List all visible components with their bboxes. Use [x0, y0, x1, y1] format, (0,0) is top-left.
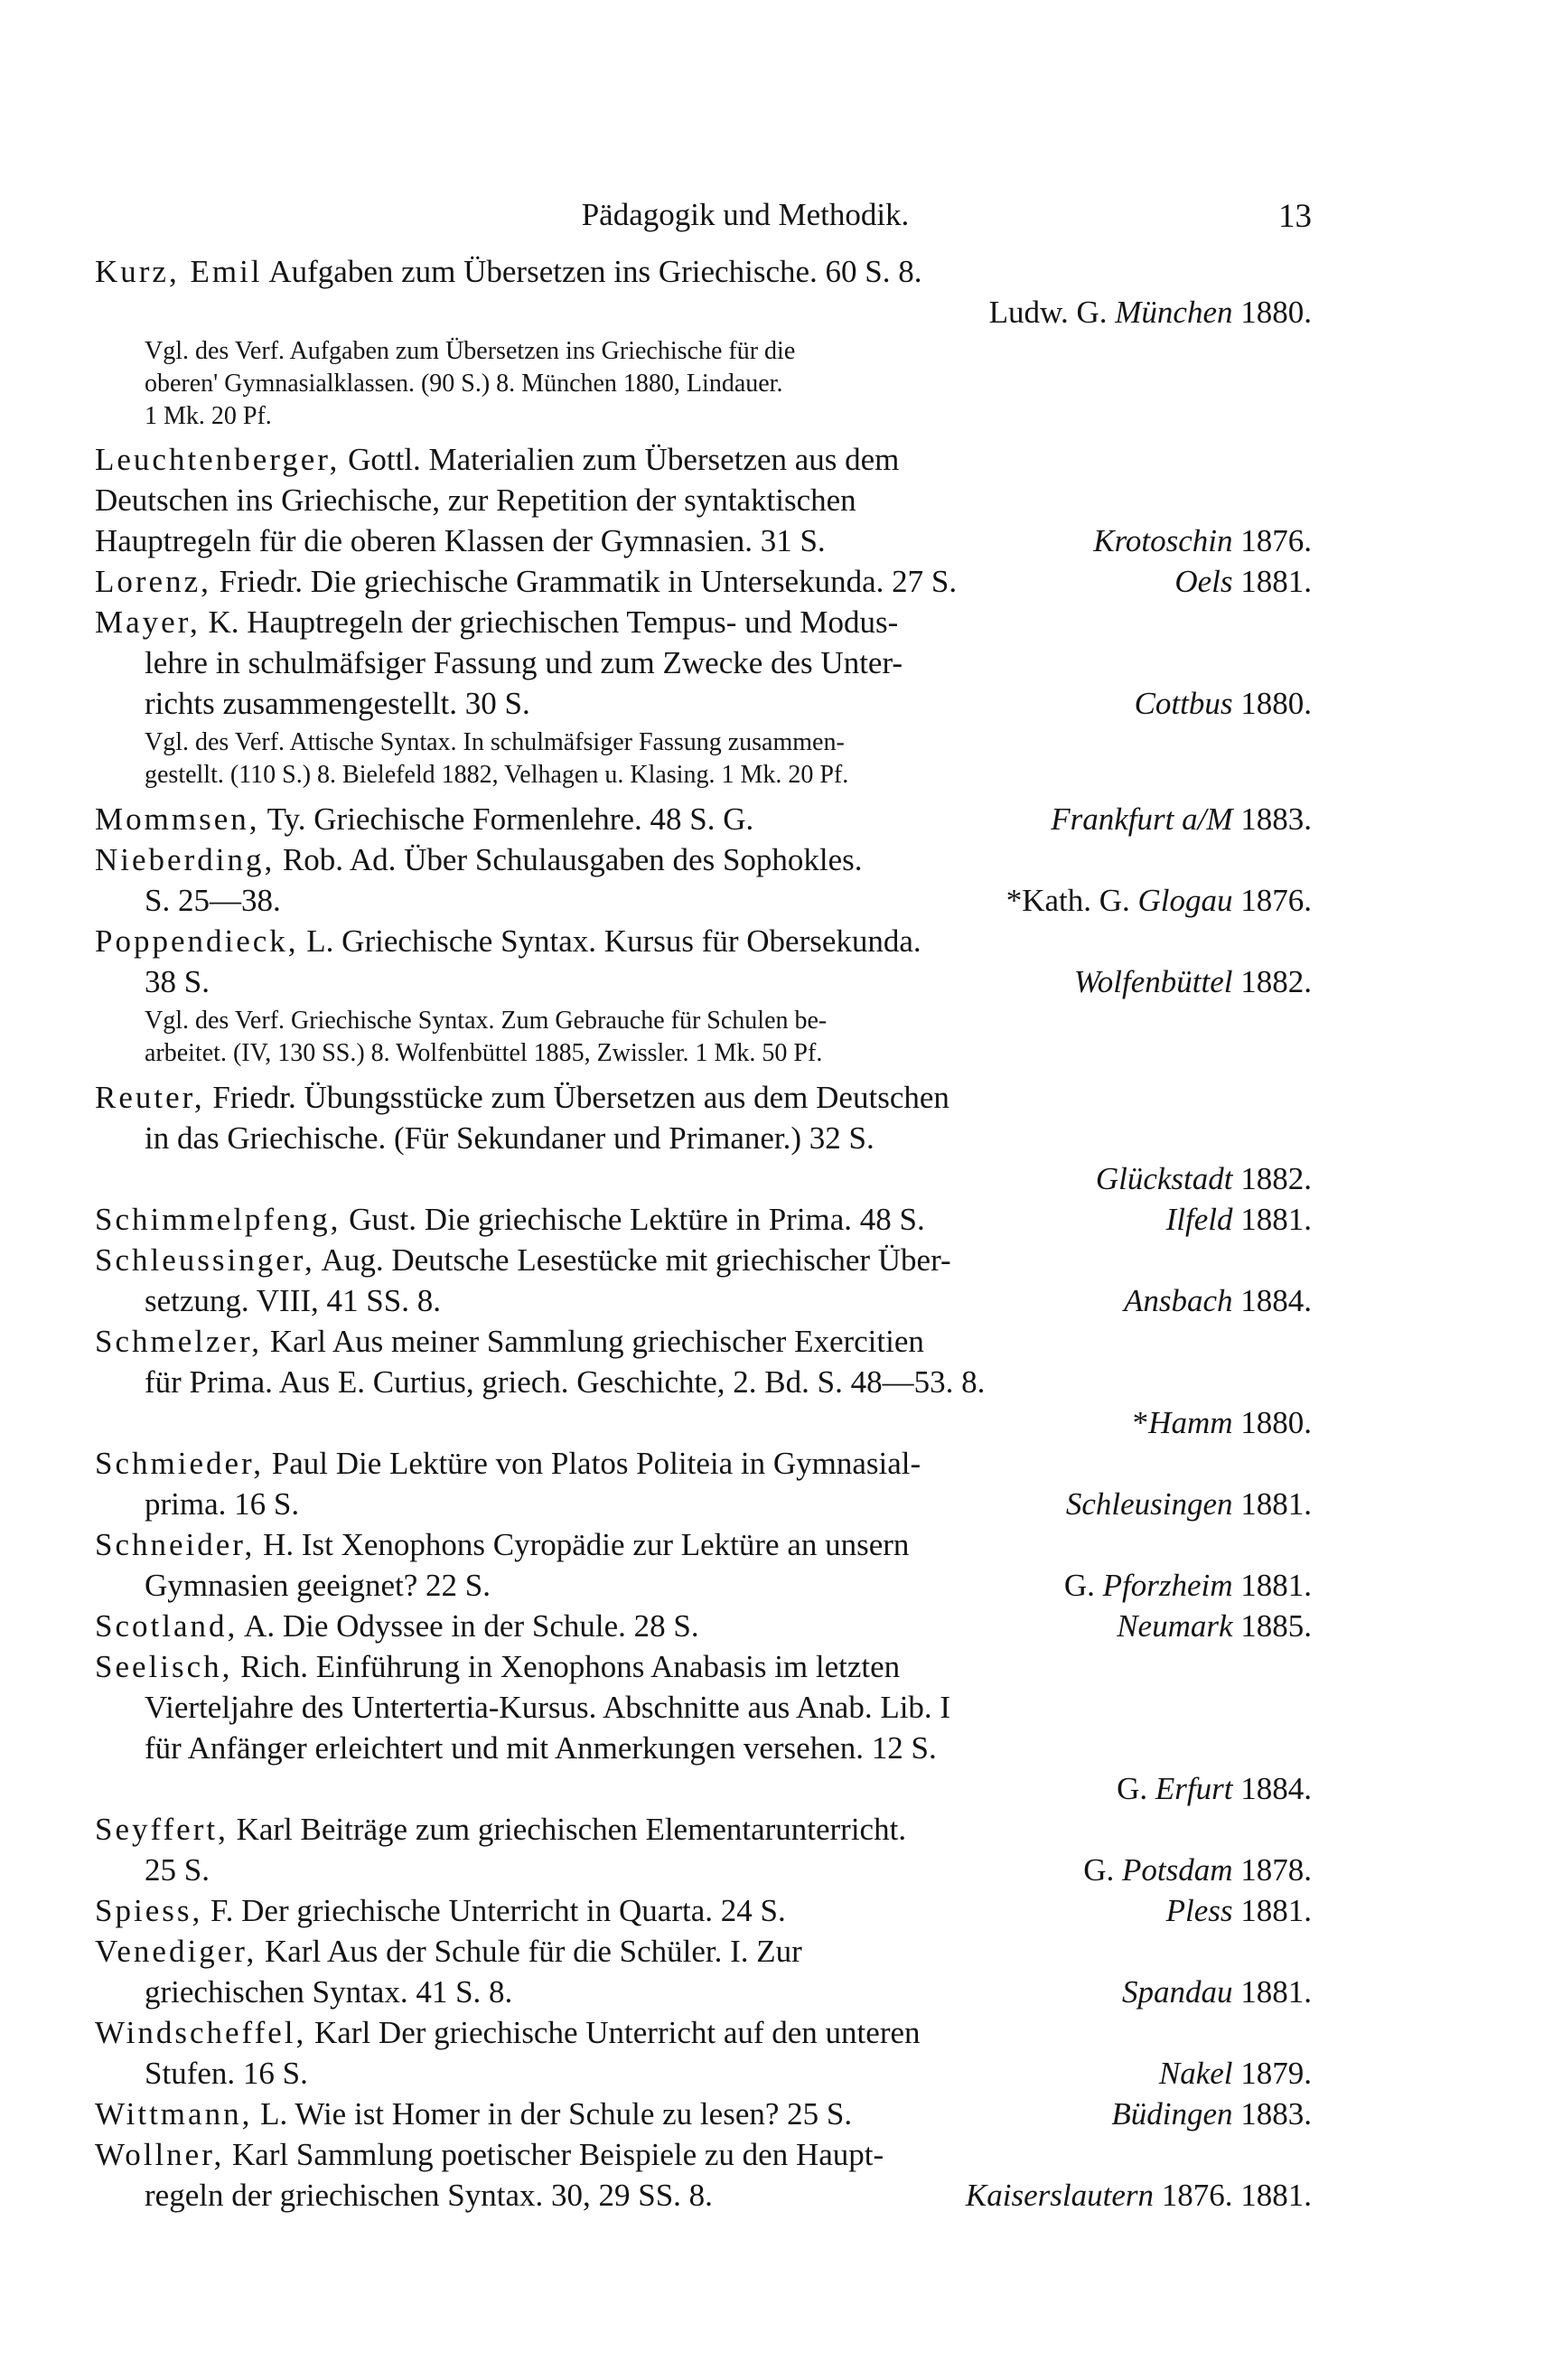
entry-text: G.: [1117, 1771, 1155, 1806]
entry-text: L. Griechische Syntax. Kursus für Obersekunda.: [298, 923, 921, 959]
year: 1884.: [1240, 1771, 1312, 1806]
year: 1880.: [1240, 686, 1312, 721]
year: 1883.: [1240, 2096, 1312, 2132]
entry-line: [95, 1524, 1312, 1565]
place-name: Oels: [1174, 564, 1233, 599]
entry-line: [95, 1199, 1312, 1240]
author-name: Poppendieck,: [95, 923, 299, 959]
entry-line: [95, 1077, 1312, 1118]
entry-text: Karl Der griechische Unterricht auf den unteren: [306, 2015, 921, 2050]
year: 1881.: [1240, 1974, 1312, 2010]
entry-line: [95, 439, 1312, 480]
entry-line: [95, 602, 1312, 642]
entry-text: Karl Sammlung poetischer Beispiele zu den Haupt-: [224, 2137, 884, 2172]
author-name: Schmelzer,: [95, 1324, 263, 1359]
entry-text: griechischen Syntax. 41 S. 8.: [145, 1974, 513, 2010]
entry-line: für Prima. Aus E. Curtius, griech. Geschichte, 2. Bd. S. 48—53. 8.: [145, 1364, 986, 1400]
author-name: Mayer,: [95, 604, 201, 640]
entry-text: Friedr. Die griechische Grammatik in Untersekunda. 27 S.: [210, 564, 958, 599]
entry-text: Gottl. Materialien zum Übersetzen aus dem: [340, 442, 900, 477]
entry-line: [145, 1972, 1312, 2012]
entry-text: *: [1132, 1405, 1149, 1440]
place-name: München: [1115, 295, 1233, 330]
place-name: Krotoschin: [1093, 523, 1233, 558]
entry-text: richts zusammengestellt. 30 S.: [145, 686, 530, 721]
entry-line: [95, 2134, 1312, 2175]
entry-text: F. Der griechische Unterricht in Quarta. 24 S.: [202, 1893, 786, 1928]
entry-line: [95, 1402, 1312, 1443]
entry-text: Karl Beiträge zum griechischen Elementarunterricht.: [228, 1812, 907, 1847]
place-name: Büdingen: [1111, 2096, 1233, 2132]
entry-text: Karl Aus meiner Sammlung griechischer Exercitien: [262, 1324, 924, 1359]
place-name: Glückstadt: [1095, 1161, 1233, 1196]
author-name: Nieberding,: [95, 842, 276, 877]
entry-line: Deutschen ins Griechische, zur Repetition der syntaktischen: [95, 483, 856, 518]
entry-text: K. Hauptregeln der griechischen Tempus- und Modus-: [200, 604, 899, 640]
note-line: Vgl. des Verf. Griechische Syntax. Zum Gebrauche für Schulen be-: [145, 1007, 828, 1035]
entry-text: L. Wie ist Homer in der Schule zu lesen? 25 S.: [252, 2096, 853, 2132]
author-name: Windscheffel,: [95, 2015, 307, 2050]
entry-line: [95, 292, 1312, 333]
author-name: Schleussinger,: [95, 1242, 315, 1278]
author-name: Seyffert,: [95, 1812, 229, 1847]
author-name: Seelisch,: [95, 1649, 233, 1684]
author-name: Lorenz,: [95, 564, 211, 599]
place-name: Pless: [1165, 1893, 1233, 1928]
place-name: Frankfurt a/M: [1051, 801, 1233, 837]
entry-line: [95, 1240, 1312, 1280]
place-name: Cottbus: [1134, 686, 1233, 721]
entry-text: S. 25—38.: [145, 883, 281, 918]
entry-line: [95, 2012, 1312, 2053]
entry-line: [145, 961, 1312, 1002]
entry-text: A. Die Odyssee in der Schule. 28 S.: [238, 1608, 699, 1644]
entry-line: lehre in schulmäfsiger Fassung und zum Zwecke des Unter-: [145, 645, 903, 680]
author-name: Mommsen,: [95, 801, 260, 837]
year: 1878.: [1240, 1852, 1312, 1888]
note-line: Vgl. des Verf. Attische Syntax. In schulmäfsiger Fassung zusammen-: [145, 728, 845, 756]
year: 1883.: [1240, 801, 1312, 837]
place-name: Nakel: [1158, 2056, 1233, 2091]
year: 1882.: [1240, 1161, 1312, 1196]
note-line: 1 Mk. 20 Pf.: [145, 402, 272, 430]
year: 1879.: [1240, 2056, 1312, 2091]
entry-line: Vierteljahre des Untertertia-Kursus. Abschnitte aus Anab. Lib. I: [145, 1690, 951, 1725]
note-line: Vgl. des Verf. Aufgaben zum Übersetzen ins Griechische für die: [145, 337, 796, 365]
entry-text: Hauptregeln für die oberen Klassen der Gymnasien. 31 S.: [95, 523, 826, 558]
author-name: Wollner,: [95, 2137, 225, 2172]
entry-text: G.: [1063, 1568, 1103, 1603]
place-name: Glogau: [1137, 883, 1233, 918]
entry-line: [95, 1443, 1312, 1484]
year: 1880.: [1240, 1405, 1312, 1440]
entry-text: Gust. Die griechische Lektüre in Prima. 48 S.: [341, 1202, 925, 1237]
year: 1876.: [1240, 523, 1312, 558]
entry-line: [95, 1646, 1312, 1687]
place-name: Wolfenbüttel: [1073, 964, 1233, 999]
author-name: Kurz, Emil: [95, 254, 263, 289]
entry-text: Karl Aus der Schule für die Schüler. I. Zur: [257, 1934, 802, 1969]
entry-text: Aufgaben zum Übersetzen ins Griechische. 60 S. 8.: [262, 254, 922, 289]
entry-line: [95, 520, 1312, 561]
entry-line: [145, 2175, 1312, 2216]
year: 1880.: [1240, 295, 1312, 330]
entry-text: Paul Die Lektüre von Platos Politeia in Gymnasial-: [264, 1446, 921, 1481]
entry-line: [95, 561, 1312, 602]
author-name: Wittmann,: [95, 2096, 253, 2132]
year: 1881.: [1240, 1893, 1312, 1928]
entry-text: Rich. Einführung in Xenophons Anabasis im letzten: [232, 1649, 901, 1684]
entry-line: [145, 1565, 1312, 1606]
author-name: Schmieder,: [95, 1446, 265, 1481]
author-name: Reuter,: [95, 1080, 205, 1115]
author-name: Spiess,: [95, 1893, 203, 1928]
entry-line: für Anfänger erleichtert und mit Anmerkungen versehen. 12 S.: [145, 1730, 937, 1766]
author-name: Scotland,: [95, 1608, 239, 1644]
entry-line: [145, 1280, 1312, 1321]
entry-line: [145, 683, 1312, 724]
entry-line: [95, 1768, 1312, 1809]
entry-line: [95, 1931, 1312, 1972]
author-name: Leuchtenberger,: [95, 442, 341, 477]
entry-line: [95, 1158, 1312, 1199]
entry-text: Gymnasien geeignet? 22 S.: [145, 1568, 491, 1603]
year: 1876.: [1240, 883, 1312, 918]
entry-text: *Kath. G.: [1005, 883, 1138, 918]
page-number: 13: [1278, 198, 1312, 235]
entry-text: setzung. VIII, 41 SS. 8.: [145, 1283, 441, 1318]
year: 1876. 1881.: [1161, 2178, 1312, 2213]
page-header-title: Pädagogik und Methodik.: [581, 197, 910, 232]
place-name: Hamm: [1148, 1405, 1233, 1440]
place-name: Erfurt: [1155, 1771, 1233, 1806]
entry-text: prima. 16 S.: [145, 1486, 300, 1522]
author-name: Schneider,: [95, 1527, 256, 1562]
entry-line: [145, 1850, 1312, 1890]
entry-line: [145, 880, 1312, 921]
place-name: Schleusingen: [1065, 1486, 1233, 1522]
entry-line: in das Griechische. (Für Sekundaner und Primaner.) 32 S.: [145, 1120, 875, 1156]
entry-line: [95, 1809, 1312, 1850]
author-name: Schimmelpfeng,: [95, 1202, 341, 1237]
year: 1881.: [1240, 1486, 1312, 1522]
note-line: gestellt. (110 S.) 8. Bielefeld 1882, Velhagen u. Klasing. 1 Mk. 20 Pf.: [145, 761, 849, 789]
entry-text: Stufen. 16 S.: [145, 2056, 308, 2091]
place-name: Ilfeld: [1165, 1202, 1233, 1237]
note-line: arbeitet. (IV, 130 SS.) 8. Wolfenbüttel 1885, Zwissler. 1 Mk. 50 Pf.: [145, 1039, 823, 1067]
entry-text: 38 S.: [145, 964, 210, 999]
entry-text: G.: [1083, 1852, 1122, 1888]
entry-line: [95, 921, 1312, 961]
place-name: Potsdam: [1122, 1852, 1233, 1888]
author-name: Venediger,: [95, 1934, 257, 1969]
entry-line: [145, 1484, 1312, 1524]
entry-line: [95, 839, 1312, 880]
note-line: oberen' Gymnasialklassen. (90 S.) 8. München 1880, Lindauer.: [145, 370, 783, 398]
place-name: Spandau: [1122, 1974, 1233, 2010]
entry-text: Friedr. Übungsstücke zum Übersetzen aus dem Deutschen: [204, 1080, 949, 1115]
entry-line: [95, 251, 1312, 292]
place-name: Neumark: [1117, 1608, 1233, 1644]
entry-text: Aug. Deutsche Lesestücke mit griechischer Über-: [314, 1242, 951, 1278]
entry-text: regeln der griechischen Syntax. 30, 29 SS. 8.: [145, 2178, 713, 2213]
entry-line: [95, 799, 1312, 839]
entry-line: [95, 1890, 1312, 1931]
year: 1884.: [1240, 1283, 1312, 1318]
year: 1882.: [1240, 964, 1312, 999]
entry-text: Rob. Ad. Über Schulausgaben des Sophokles.: [275, 842, 863, 877]
place-name: Pforzheim: [1102, 1568, 1233, 1603]
entry-text: H. Ist Xenophons Cyropädie zur Lektüre an unsern: [255, 1527, 910, 1562]
entry-text: Ludw. G.: [988, 295, 1116, 330]
entry-text: 25 S.: [145, 1852, 210, 1888]
entry-line: [95, 2094, 1312, 2134]
entry-text: Ty. Griechische Formenlehre. 48 S. G.: [259, 801, 754, 837]
year: 1881.: [1240, 564, 1312, 599]
entry-line: [145, 2053, 1312, 2094]
place-name: Ansbach: [1123, 1283, 1233, 1318]
year: 1881.: [1240, 1568, 1312, 1603]
year: 1881.: [1240, 1202, 1312, 1237]
place-name: Kaiserslautern: [965, 2178, 1154, 2213]
entry-line: [95, 1606, 1312, 1646]
entry-line: [95, 1321, 1312, 1362]
year: 1885.: [1240, 1608, 1312, 1644]
